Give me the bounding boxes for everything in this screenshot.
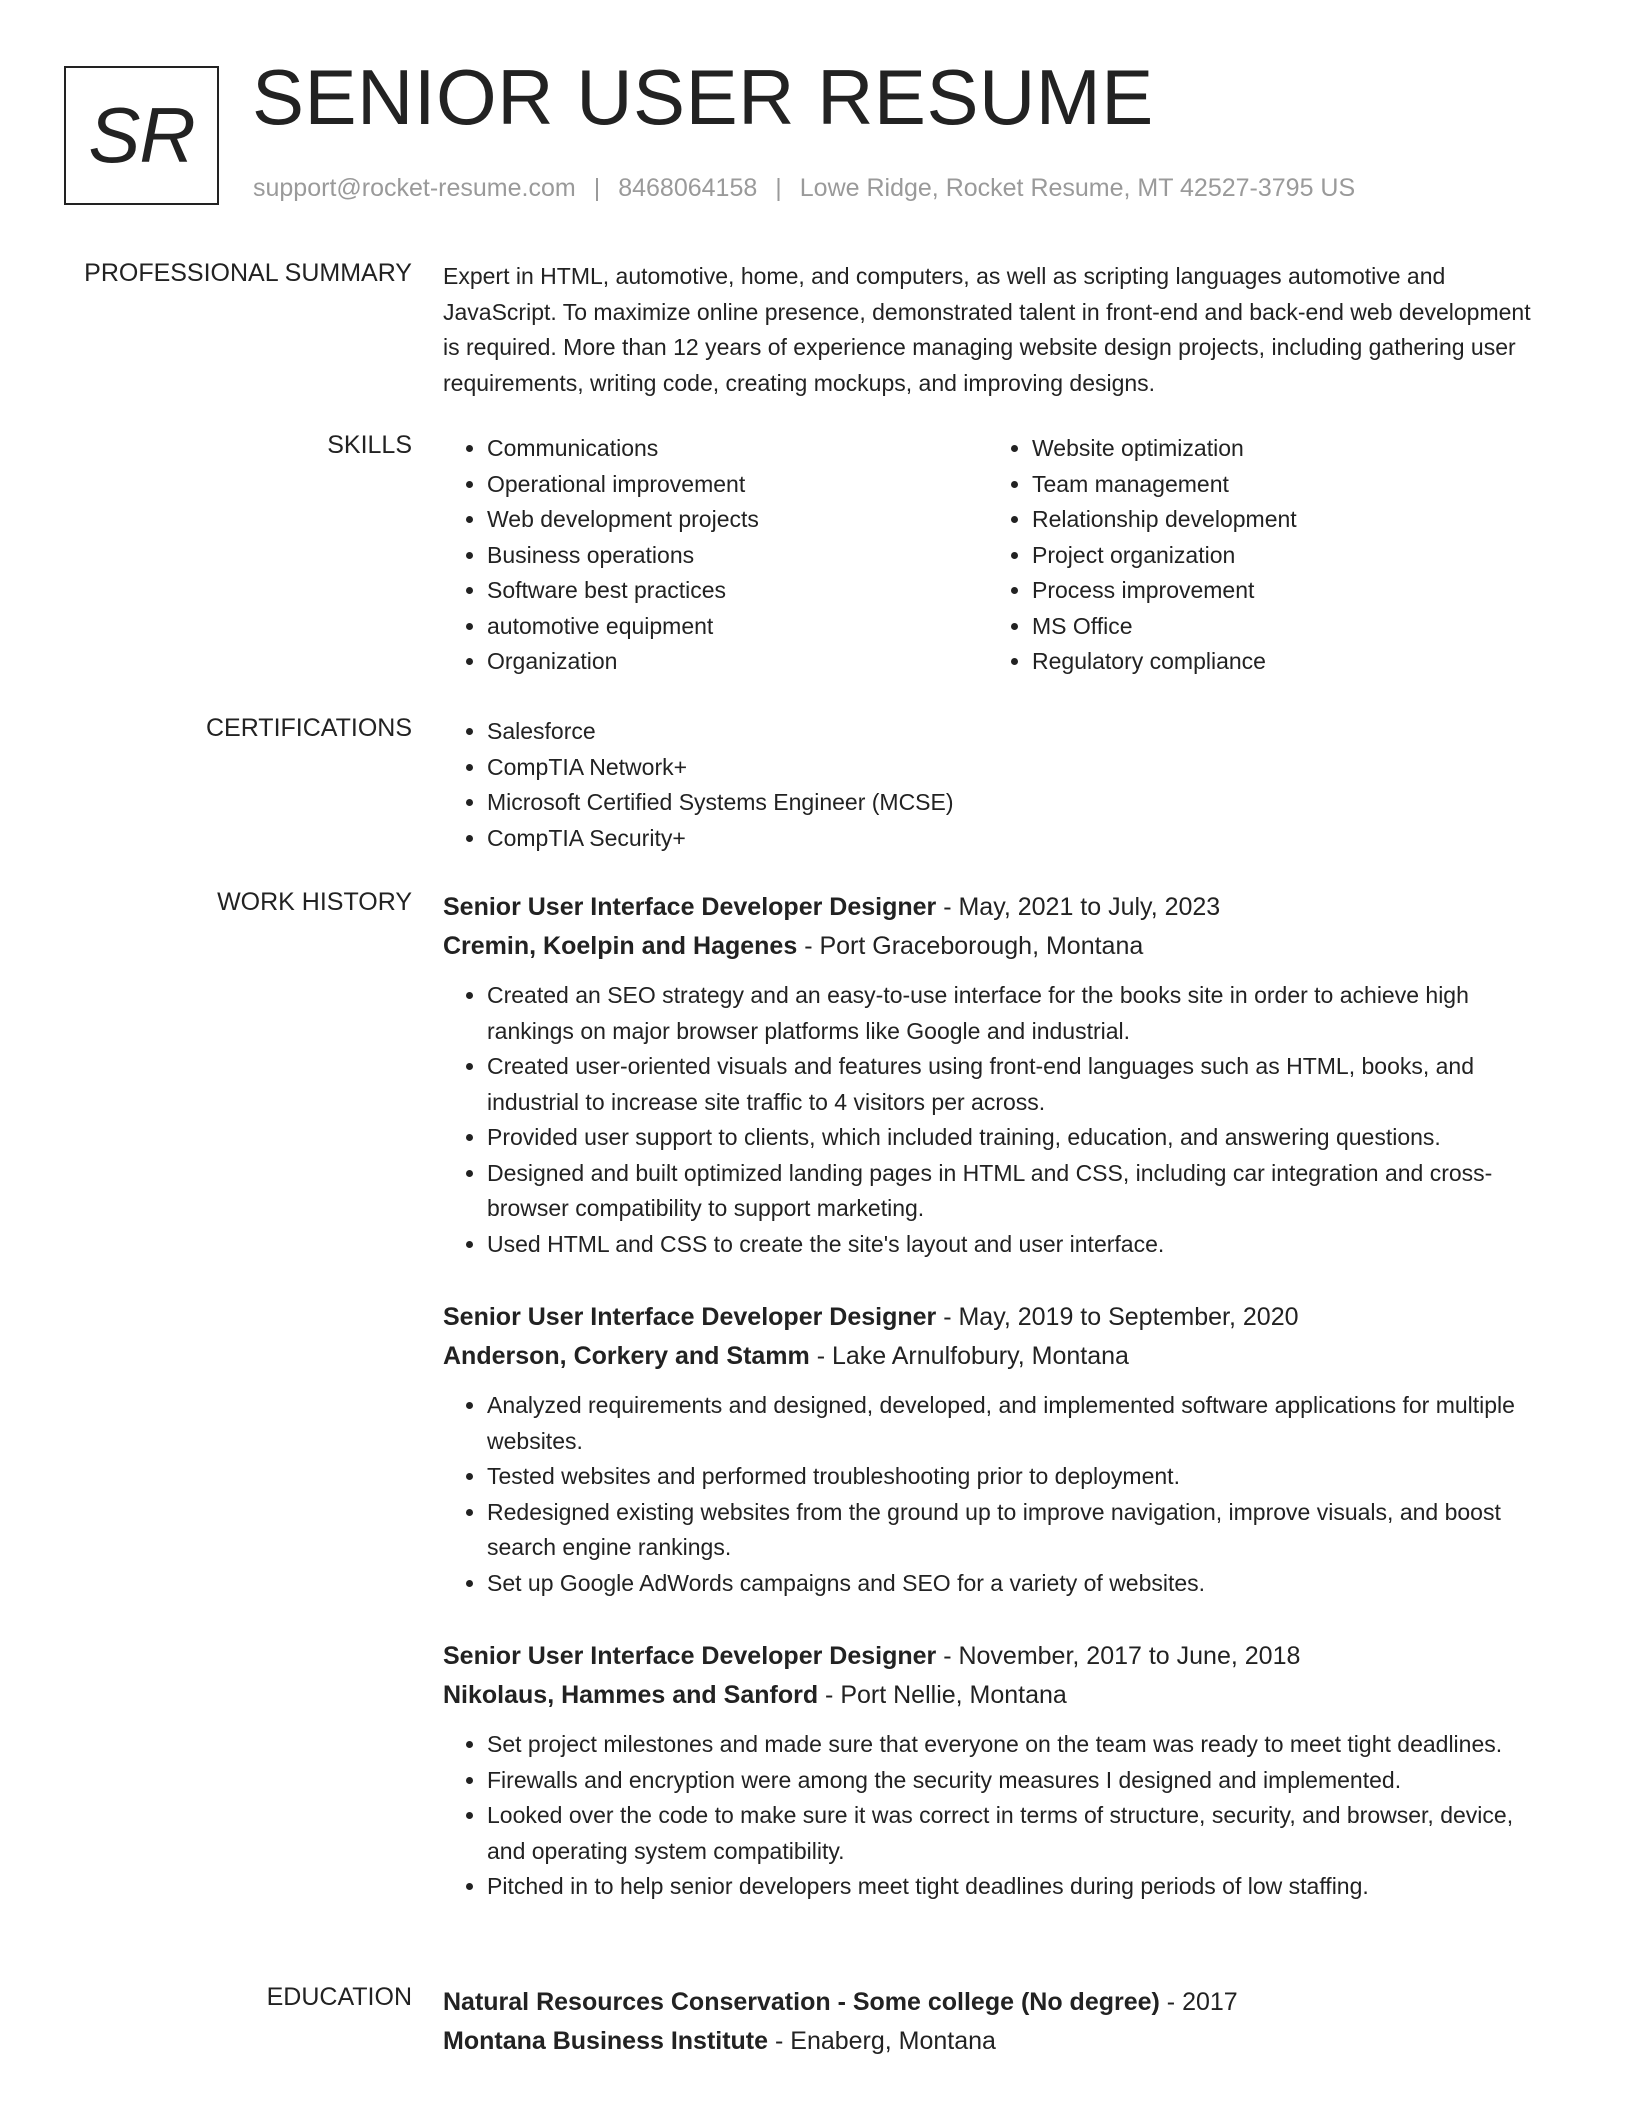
job-bullet: • Created user-oriented visuals and features using front-end languages such as HTML, books, and industrial to increase site traffic to 4 visitors per across. xyxy=(487,1049,1553,1120)
contact-email[interactable]: support@rocket-resume.com xyxy=(253,174,576,202)
job-bullet: • Tested websites and performed troubleshooting prior to deployment. xyxy=(487,1459,1553,1495)
certifications-heading: CERTIFICATIONS xyxy=(205,714,412,742)
certification-item: • Salesforce xyxy=(487,714,1553,750)
job-entry xyxy=(443,1637,1553,1905)
education-school: Montana Business Institute xyxy=(443,2027,769,2055)
job-bullet: • Designed and built optimized landing pages in HTML and CSS, including car integration and cross-browser compatibility to support marketing. xyxy=(487,1156,1553,1227)
summary-text: Expert in HTML, automotive, home, and computers, as well as scripting languages automotive and JavaScript. To maximize online presence, demonstrated talent in front-end and back-end web development is required. More than 12 years of experience managing website design projects, including gathering user requirements, writing code, creating mockups, and improving designs. xyxy=(443,263,1531,396)
job-bullets xyxy=(443,1388,1553,1601)
education-location: - Enaberg, Montana xyxy=(768,2027,996,2055)
job-location: - Port Graceborough, Montana xyxy=(797,932,1144,960)
skill-item: • Operational improvement xyxy=(487,467,988,503)
job-company: Cremin, Koelpin and Hagenes xyxy=(443,932,798,960)
job-location: - Lake Arnulfobury, Montana xyxy=(809,1342,1129,1370)
education-entry xyxy=(443,1983,1553,2061)
contact-line xyxy=(253,174,1355,203)
skill-item: • Business operations xyxy=(487,538,988,574)
certifications-list xyxy=(443,714,1553,856)
skill-item: • Communications xyxy=(487,431,988,467)
skill-item: • Organization xyxy=(487,644,988,680)
job-title-line xyxy=(443,888,1553,927)
education-heading: EDUCATION xyxy=(266,1983,412,2011)
skill-item: • Project organization xyxy=(1032,538,1533,574)
certification-item: • CompTIA Security+ xyxy=(487,821,1553,857)
contact-address: Lowe Ridge, Rocket Resume, MT 42527-3795 US xyxy=(799,174,1356,202)
job-bullet: • Created an SEO strategy and an easy-to-use interface for the books site in order to achieve high rankings on major browser platforms like Google and industrial. xyxy=(487,978,1553,1049)
certification-item: • CompTIA Network+ xyxy=(487,750,1553,786)
skill-item: • MS Office xyxy=(1032,609,1533,645)
education-year: - 2017 xyxy=(1159,1988,1238,2016)
work-history-heading: WORK HISTORY xyxy=(217,888,412,916)
summary-heading: PROFESSIONAL SUMMARY xyxy=(84,259,412,287)
resume-name: SENIOR USER RESUME xyxy=(252,53,1154,141)
skill-item: • automotive equipment xyxy=(487,609,988,645)
job-location: - Port Nellie, Montana xyxy=(818,1681,1067,1709)
contact-separator: | xyxy=(593,174,601,202)
work-history-list xyxy=(443,888,1553,1905)
job-dates: - November, 2017 to June, 2018 xyxy=(936,1642,1301,1670)
job-company-line xyxy=(443,1676,1553,1715)
monogram-initials: SR xyxy=(88,91,195,179)
skill-item: • Process improvement xyxy=(1032,573,1533,609)
job-company: Nikolaus, Hammes and Sanford xyxy=(443,1681,819,1709)
job-entry xyxy=(443,1298,1553,1601)
job-bullet: • Looked over the code to make sure it was correct in terms of structure, security, and browser, device, and operating system compatibility. xyxy=(487,1798,1553,1869)
job-dates: - May, 2019 to September, 2020 xyxy=(936,1303,1299,1331)
certification-item: • Microsoft Certified Systems Engineer (MCSE) xyxy=(487,785,1553,821)
job-title: Senior User Interface Developer Designer xyxy=(443,1642,937,1670)
skill-item: • Team management xyxy=(1032,467,1533,503)
job-title: Senior User Interface Developer Designer xyxy=(443,1303,937,1331)
job-bullet: • Set project milestones and made sure that everyone on the team was ready to meet tight deadlines. xyxy=(487,1727,1553,1763)
monogram-box xyxy=(64,66,219,205)
skills-column-left xyxy=(443,431,988,680)
education-degree-line xyxy=(443,1983,1553,2022)
skills-columns xyxy=(443,431,1553,680)
job-company-line xyxy=(443,927,1553,966)
job-title-line xyxy=(443,1637,1553,1676)
job-bullets xyxy=(443,1727,1553,1905)
skill-item: • Software best practices xyxy=(487,573,988,609)
job-bullet: • Pitched in to help senior developers meet tight deadlines during periods of low staffing. xyxy=(487,1869,1553,1905)
skills-column-right xyxy=(988,431,1533,680)
job-bullet: • Provided user support to clients, which included training, education, and answering questions. xyxy=(487,1120,1553,1156)
job-bullet: • Redesigned existing websites from the ground up to improve navigation, improve visuals, and boost search engine rankings. xyxy=(487,1495,1553,1566)
skill-item: • Relationship development xyxy=(1032,502,1533,538)
job-bullets xyxy=(443,978,1553,1262)
contact-separator: | xyxy=(775,174,782,202)
job-title-line xyxy=(443,1298,1553,1337)
job-bullet: • Used HTML and CSS to create the site's layout and user interface. xyxy=(487,1227,1553,1263)
job-bullet: • Set up Google AdWords campaigns and SEO for a variety of websites. xyxy=(487,1566,1553,1602)
skill-item: • Regulatory compliance xyxy=(1032,644,1533,680)
job-title: Senior User Interface Developer Designer xyxy=(443,893,937,921)
job-dates: - May, 2021 to July, 2023 xyxy=(936,893,1221,921)
skills-heading: SKILLS xyxy=(327,431,412,459)
job-bullet: • Firewalls and encryption were among the security measures I designed and implemented. xyxy=(487,1763,1553,1799)
education-school-line xyxy=(443,2022,1553,2061)
job-bullet: • Analyzed requirements and designed, developed, and implemented software applications for multiple websites. xyxy=(487,1388,1553,1459)
skill-item: • Website optimization xyxy=(1032,431,1533,467)
job-company: Anderson, Corkery and Stamm xyxy=(443,1342,810,1370)
contact-phone[interactable]: 8468064158 xyxy=(618,174,758,202)
job-company-line xyxy=(443,1337,1553,1376)
job-entry xyxy=(443,888,1553,1262)
education-degree: Natural Resources Conservation - Some college (No degree) xyxy=(443,1988,1160,2016)
skill-item: • Web development projects xyxy=(487,502,988,538)
